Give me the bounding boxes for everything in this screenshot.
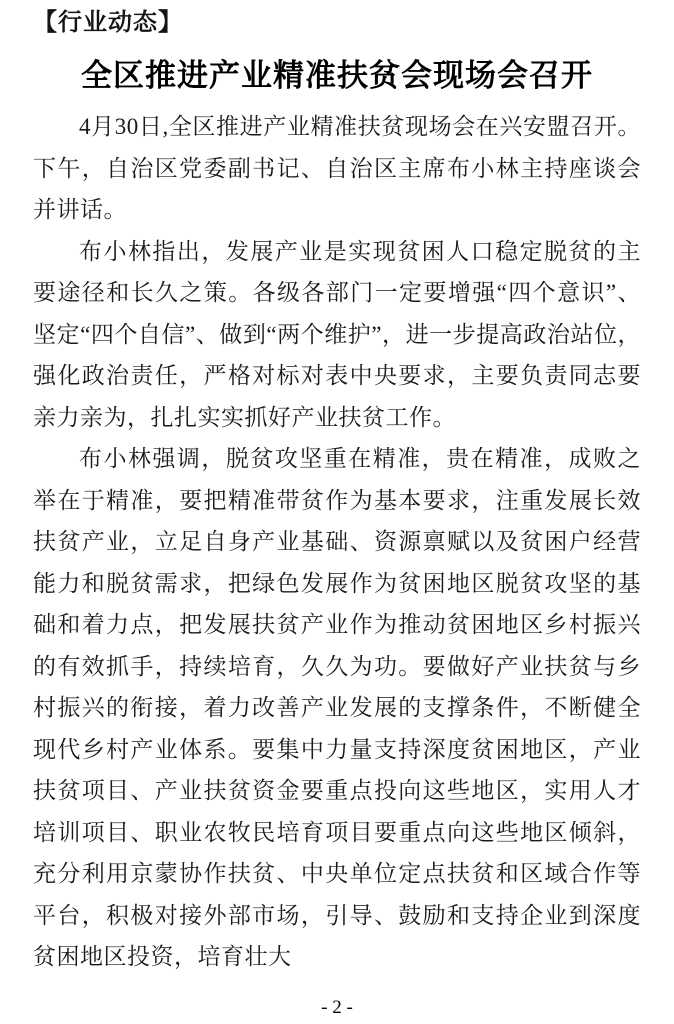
paragraph: 布小林指出，发展产业是实现贫困人口稳定脱贫的主要途径和长久之策。各级各部门一定要增强“四个意识”、坚定“四个自信”、做到“两个维护”，进一步提高政治站位，强化政治责任，严格对标对表中央要求，主要负责同志要亲力亲为，扎扎实实抓好产业扶贫工作。 (33, 238, 641, 430)
page-number: - 2 - (321, 997, 353, 1018)
paragraph: 布小林强调，脱贫攻坚重在精准，贵在精准，成败之举在于精准，要把精准带贫作为基本要求，注重发展长效扶贫产业，立足自身产业基础、资源禀赋以及贫困户经营能力和脱贫需求，把绿色发展作为贫困地区脱贫攻坚的基础和着力点，把发展扶贫产业作为推动贫困地区乡村振兴的有效抓手，持续培育，久久为功。要做好产业扶贫与乡村振兴的衔接，着力改善产业发展的支撑条件，不断健全现代乡村产业体系。要集中力量支持深度贫困地区，产业扶贫项目、产业扶贫资金要重点投向这些地区，实用人才培训项目、职业农牧民培育项目要重点向这些地区倾斜，充分利用京蒙协作扶贫、中央单位定点扶贫和区域合作等平台，积极对接外部市场，引导、鼓励和支持企业到深度贫困地区投资，培育壮大 (33, 446, 641, 969)
section-tag: 【行业动态】 (33, 9, 183, 36)
document-body (33, 106, 641, 978)
page-title: 全区推进产业精准扶贫会现场会召开 (81, 58, 593, 93)
paragraph: 4月30日,全区推进产业精准扶贫现场会在兴安盟召开。下午，自治区党委副书记、自治区主席布小林主持座谈会并讲话。 (33, 114, 641, 222)
